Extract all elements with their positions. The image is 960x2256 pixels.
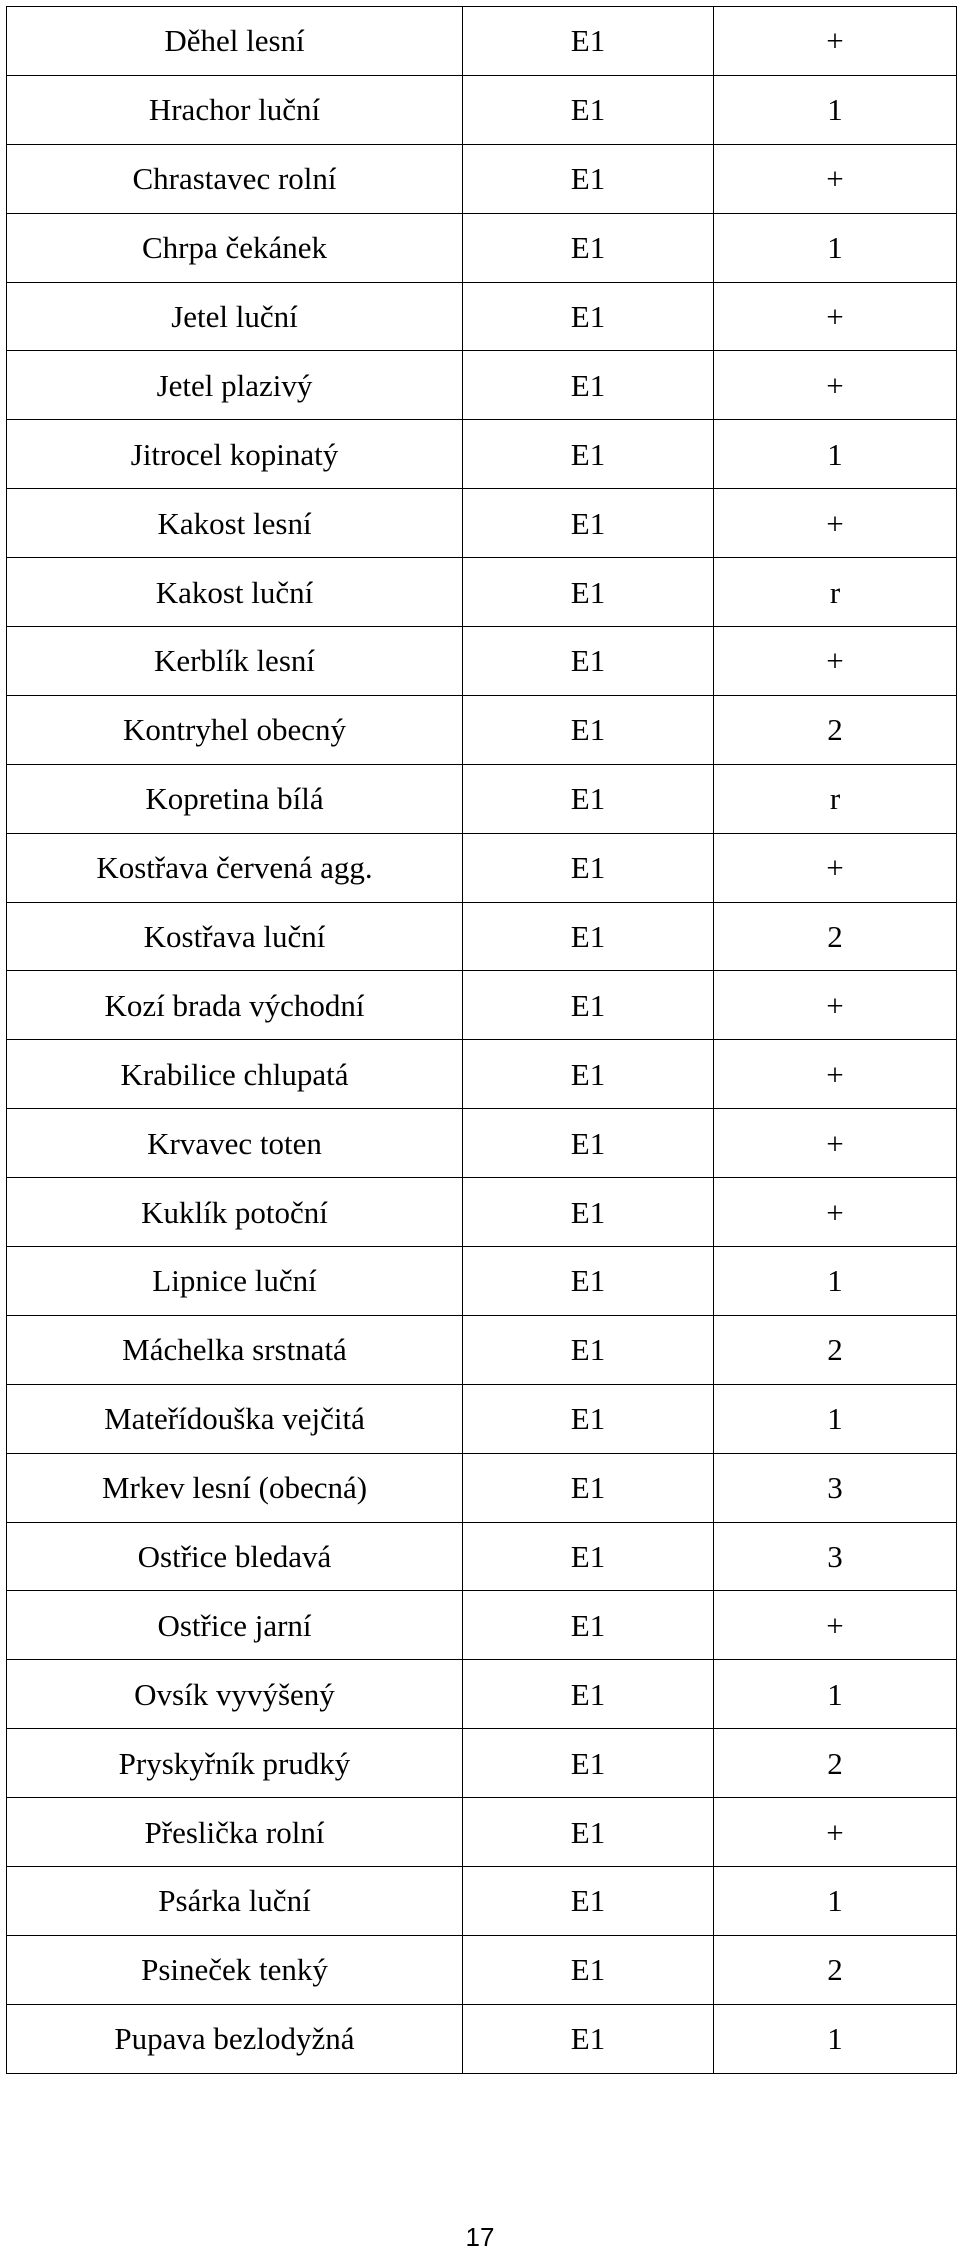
species-name-cell: Krvavec toten: [7, 1109, 463, 1178]
layer-cell: E1: [463, 695, 714, 764]
cover-value-cell: +: [714, 627, 957, 696]
table-row: [7, 1384, 957, 1453]
cover-value-cell: 1: [714, 1867, 957, 1936]
table-row: [7, 1109, 957, 1178]
cover-value-cell: r: [714, 764, 957, 833]
table-row: [7, 1729, 957, 1798]
species-name-cell: Psineček tenký: [7, 1935, 463, 2004]
layer-cell: E1: [463, 1867, 714, 1936]
table-row: [7, 75, 957, 144]
cover-value-cell: 1: [714, 2004, 957, 2073]
layer-cell: E1: [463, 1384, 714, 1453]
species-name-cell: Mrkev lesní (obecná): [7, 1453, 463, 1522]
layer-cell: E1: [463, 1522, 714, 1591]
table-row: [7, 1247, 957, 1316]
species-name-cell: Pryskyřník prudký: [7, 1729, 463, 1798]
cover-value-cell: 1: [714, 75, 957, 144]
species-name-cell: Kopretina bílá: [7, 764, 463, 833]
cover-value-cell: +: [714, 489, 957, 558]
page-number: 17: [465, 2222, 495, 2252]
layer-cell: E1: [463, 1040, 714, 1109]
table-row: [7, 971, 957, 1040]
layer-cell: E1: [463, 833, 714, 902]
species-name-cell: Pupava bezlodyžná: [7, 2004, 463, 2073]
table-row: [7, 144, 957, 213]
cover-value-cell: 2: [714, 1935, 957, 2004]
cover-value-cell: 2: [714, 1729, 957, 1798]
layer-cell: E1: [463, 282, 714, 351]
layer-cell: E1: [463, 1591, 714, 1660]
species-table-body: [7, 7, 957, 2074]
layer-cell: E1: [463, 75, 714, 144]
species-name-cell: Chrpa čekánek: [7, 213, 463, 282]
table-row: [7, 1935, 957, 2004]
species-table: [6, 6, 957, 2074]
species-name-cell: Krabilice chlupatá: [7, 1040, 463, 1109]
table-row: [7, 213, 957, 282]
species-name-cell: Kozí brada východní: [7, 971, 463, 1040]
species-name-cell: Kakost lesní: [7, 489, 463, 558]
cover-value-cell: 1: [714, 1660, 957, 1729]
layer-cell: E1: [463, 1109, 714, 1178]
table-row: [7, 1798, 957, 1867]
table-row: [7, 2004, 957, 2073]
species-name-cell: Lipnice luční: [7, 1247, 463, 1316]
cover-value-cell: 3: [714, 1453, 957, 1522]
cover-value-cell: +: [714, 971, 957, 1040]
layer-cell: E1: [463, 7, 714, 76]
cover-value-cell: +: [714, 1109, 957, 1178]
layer-cell: E1: [463, 1798, 714, 1867]
layer-cell: E1: [463, 1660, 714, 1729]
species-name-cell: Ostřice jarní: [7, 1591, 463, 1660]
species-name-cell: Kakost luční: [7, 558, 463, 627]
cover-value-cell: 2: [714, 695, 957, 764]
table-row: [7, 1178, 957, 1247]
species-name-cell: Kostřava červená agg.: [7, 833, 463, 902]
cover-value-cell: +: [714, 833, 957, 902]
layer-cell: E1: [463, 764, 714, 833]
layer-cell: E1: [463, 144, 714, 213]
cover-value-cell: 2: [714, 1315, 957, 1384]
layer-cell: E1: [463, 1935, 714, 2004]
species-name-cell: Kerblík lesní: [7, 627, 463, 696]
layer-cell: E1: [463, 902, 714, 971]
table-row: [7, 1315, 957, 1384]
layer-cell: E1: [463, 1315, 714, 1384]
layer-cell: E1: [463, 213, 714, 282]
table-row: [7, 7, 957, 76]
cover-value-cell: 3: [714, 1522, 957, 1591]
table-row: [7, 764, 957, 833]
layer-cell: E1: [463, 420, 714, 489]
species-name-cell: Kontryhel obecný: [7, 695, 463, 764]
layer-cell: E1: [463, 351, 714, 420]
cover-value-cell: +: [714, 1591, 957, 1660]
table-row: [7, 558, 957, 627]
cover-value-cell: +: [714, 7, 957, 76]
layer-cell: E1: [463, 558, 714, 627]
cover-value-cell: 1: [714, 213, 957, 282]
species-name-cell: Jetel plazivý: [7, 351, 463, 420]
table-row: [7, 695, 957, 764]
table-row: [7, 1591, 957, 1660]
species-name-cell: Ovsík vyvýšený: [7, 1660, 463, 1729]
table-row: [7, 489, 957, 558]
layer-cell: E1: [463, 1247, 714, 1316]
cover-value-cell: 1: [714, 420, 957, 489]
cover-value-cell: +: [714, 282, 957, 351]
cover-value-cell: 1: [714, 1247, 957, 1316]
cover-value-cell: +: [714, 351, 957, 420]
species-name-cell: Hrachor luční: [7, 75, 463, 144]
table-row: [7, 1453, 957, 1522]
species-name-cell: Jitrocel kopinatý: [7, 420, 463, 489]
species-name-cell: Jetel luční: [7, 282, 463, 351]
species-name-cell: Chrastavec rolní: [7, 144, 463, 213]
layer-cell: E1: [463, 1729, 714, 1798]
table-row: [7, 1660, 957, 1729]
layer-cell: E1: [463, 971, 714, 1040]
table-row: [7, 902, 957, 971]
table-row: [7, 351, 957, 420]
cover-value-cell: 2: [714, 902, 957, 971]
species-name-cell: Ostřice bledavá: [7, 1522, 463, 1591]
layer-cell: E1: [463, 2004, 714, 2073]
species-name-cell: Máchelka srstnatá: [7, 1315, 463, 1384]
table-row: [7, 1522, 957, 1591]
cover-value-cell: r: [714, 558, 957, 627]
layer-cell: E1: [463, 489, 714, 558]
species-name-cell: Kostřava luční: [7, 902, 463, 971]
cover-value-cell: 1: [714, 1384, 957, 1453]
species-name-cell: Přeslička rolní: [7, 1798, 463, 1867]
table-row: [7, 627, 957, 696]
cover-value-cell: +: [714, 1798, 957, 1867]
table-row: [7, 420, 957, 489]
table-row: [7, 1040, 957, 1109]
layer-cell: E1: [463, 627, 714, 696]
table-row: [7, 282, 957, 351]
species-name-cell: Psárka luční: [7, 1867, 463, 1936]
cover-value-cell: +: [714, 144, 957, 213]
layer-cell: E1: [463, 1453, 714, 1522]
species-name-cell: Mateřídouška vejčitá: [7, 1384, 463, 1453]
table-row: [7, 833, 957, 902]
cover-value-cell: +: [714, 1040, 957, 1109]
layer-cell: E1: [463, 1178, 714, 1247]
table-row: [7, 1867, 957, 1936]
cover-value-cell: +: [714, 1178, 957, 1247]
species-name-cell: Děhel lesní: [7, 7, 463, 76]
species-name-cell: Kuklík potoční: [7, 1178, 463, 1247]
